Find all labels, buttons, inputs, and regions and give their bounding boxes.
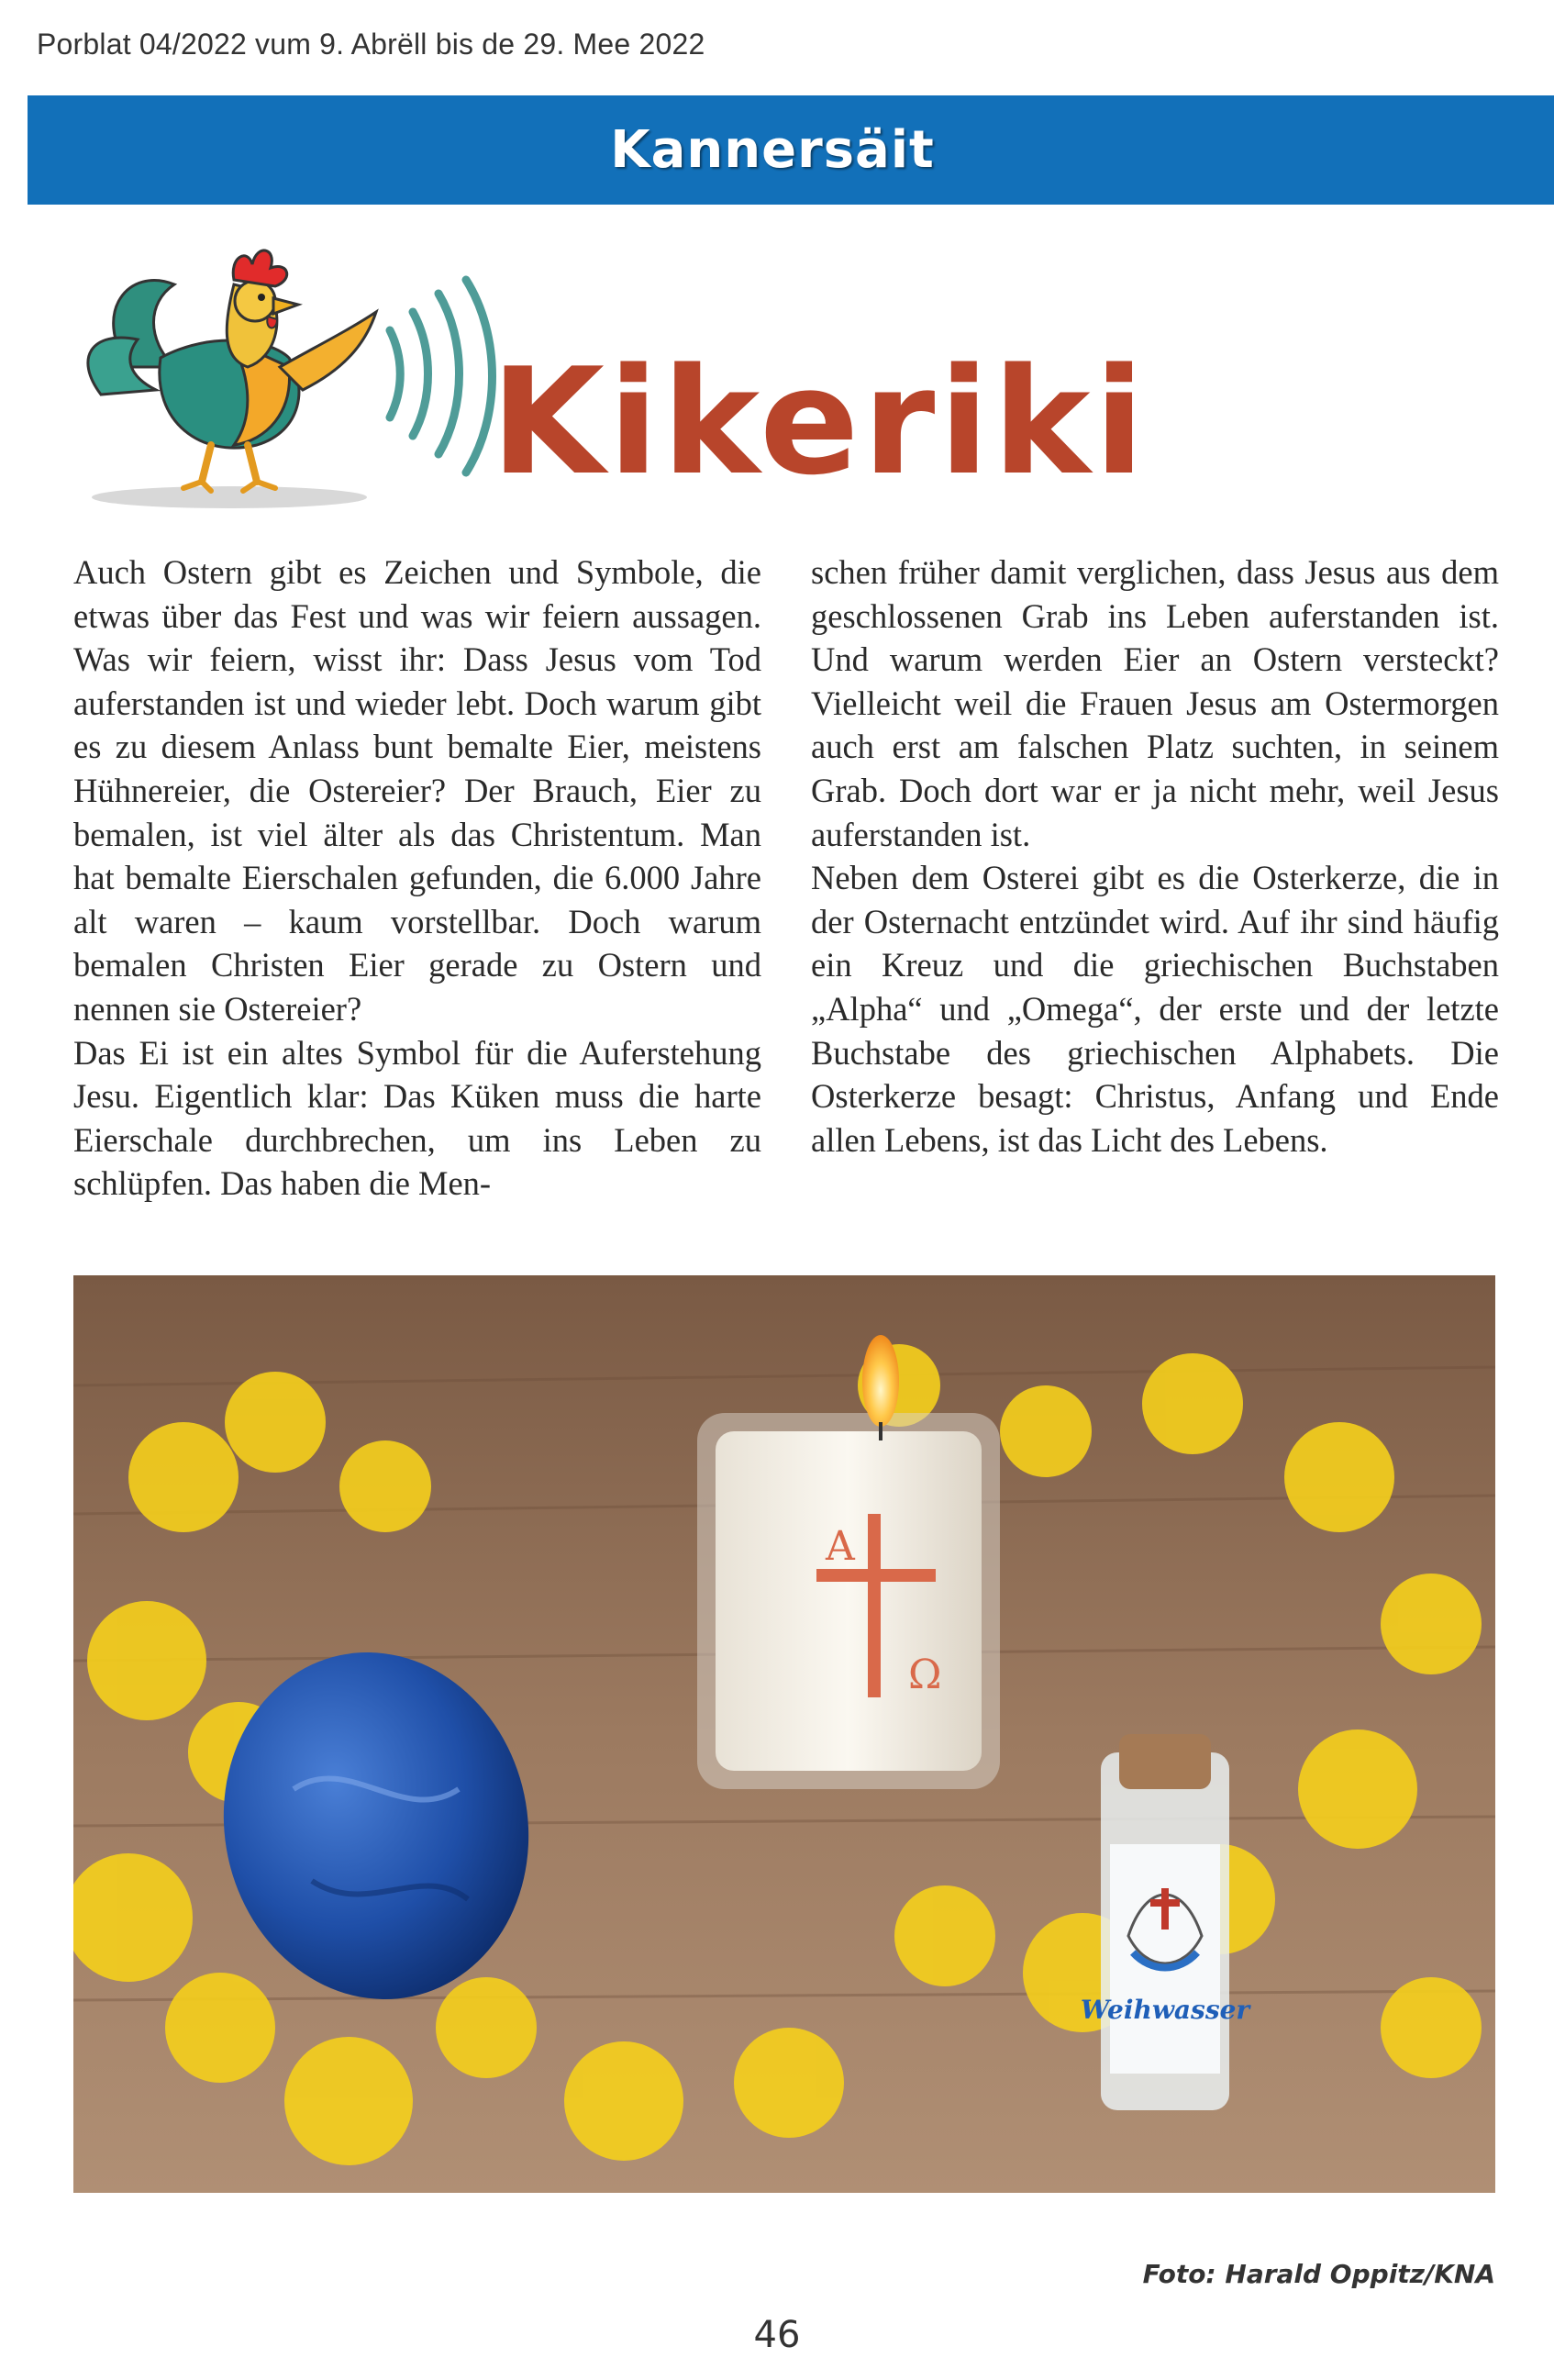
bottle-label: Weihwasser [1080,1995,1250,2025]
rooster-illustration [88,250,376,508]
kikeriki-logo [73,229,1193,532]
section-title: Kannersäit [610,120,935,180]
candle-omega: Ω [908,1652,942,1698]
holy-water-bottle [1081,1734,1252,2110]
sound-waves [390,280,493,473]
article-paragraph: Das Ei ist ein altes Symbol für die Auferstehung Jesu. Eigentlich klar: Das Küken muss die harte Eierschale durchbrechen, um ins Leben zu schlüpfen. Das haben die Men- [73,1033,761,1203]
article-paragraph: Auch Ostern gibt es Zeichen und Symbole, die etwas über das Fest und was wir feiern aussagen. Was wir feiern, wisst ihr: Dass Jesus vom Tod auferstanden ist und wieder lebt. Doch warum gibt es zu diesem Anlass bunt bemalte Eier, meistens Hühnereier, die Ostereier? Der Brauch, Eier zu bemalen, ist viel älter als das Christentum. Man hat bemalte Eierschalen gefunden, die 6.000 Jahre alt waren – kaum vorstellbar. Doch warum bemalen Christen Eier gerade zu Ostern und nennen sie Ostereier? [73,553,761,1028]
article-right-column [811,551,1499,1162]
candle-alpha: A [826,1523,855,1570]
article-left-column [73,551,761,1206]
page-number: 46 [753,2314,801,2356]
easter-photo [73,1275,1495,2193]
kikeriki-title: Kikeriki [491,336,1149,507]
section-banner [28,95,1554,205]
issue-header: Porblat 04/2022 vum 9. Abrëll bis de 29. Mee 2022 [37,28,705,61]
article-paragraph: Neben dem Osterei gibt es die Osterkerze, die in der Osternacht entzündet wird. Auf ihr sind häufig ein Kreuz und die griechischen Buchstaben „Alpha“ und „Omega“, der erste und der letzte Buchstabe des griechischen Alphabets. Die Osterkerze besagt: Christus, Anfang und Ende allen Lebens, ist das Licht des Lebens. [811,859,1499,1159]
photo-credit: Foto: Harald Oppitz/KNA [1142,2259,1495,2289]
article-paragraph: schen früher damit verglichen, dass Jesus aus dem geschlossenen Grab ins Leben auferstanden ist. Und warum werden Eier an Ostern versteckt? Vielleicht weil die Frauen Jesus am Ostermorgen auch erst am falschen Platz suchten, in seinem Grab. Doch dort war er ja nicht mehr, weil Jesus auferstanden ist. [811,553,1499,853]
